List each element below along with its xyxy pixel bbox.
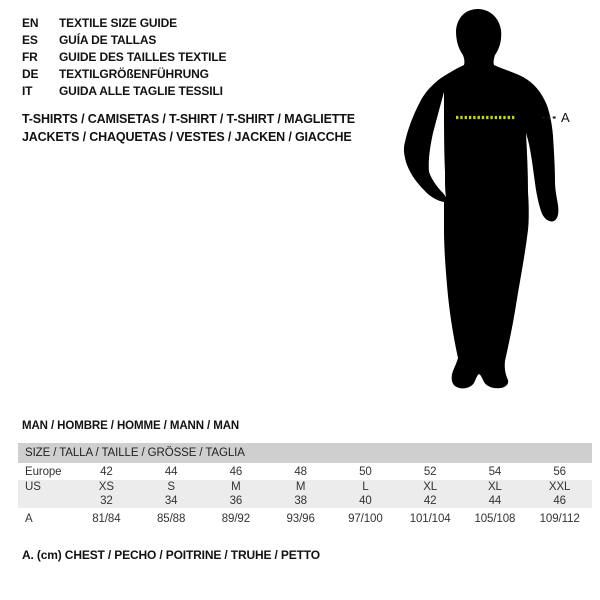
- size-cell: 42: [423, 495, 437, 507]
- language-label: TEXTILE SIZE GUIDE: [59, 16, 177, 30]
- language-row: [22, 66, 226, 83]
- language-code: IT: [22, 84, 33, 98]
- size-cell: XL: [423, 481, 438, 493]
- measurement-footnote: A. (cm) CHEST / PECHO / POITRINE / TRUHE / PETTO: [22, 548, 320, 562]
- language-row: [22, 15, 226, 32]
- size-table: [18, 443, 592, 530]
- category-jackets: JACKETS / CHAQUETAS / VESTES / JACKEN / GIACCHE: [22, 129, 352, 144]
- table-header: SIZE / TALLA / TAILLE / GRÖSSE / TAGLIA: [18, 443, 592, 463]
- size-cell: 34: [164, 495, 178, 507]
- row-label: A: [25, 513, 33, 525]
- table-row-europe: [18, 463, 592, 480]
- size-cell: 44: [488, 495, 502, 507]
- size-cell: M: [295, 481, 306, 493]
- language-label: GUIDE DES TAILLES TEXTILE: [59, 50, 227, 64]
- table-row-us: [18, 480, 592, 494]
- size-cell: 38: [294, 495, 307, 507]
- language-label: GUIDA ALLE TAGLIE TESSILI: [59, 84, 223, 98]
- language-row: [22, 32, 226, 49]
- size-cell: 52: [423, 465, 437, 478]
- row-label: US: [25, 481, 41, 493]
- size-cell: 93/96: [286, 513, 315, 525]
- size-cell: M: [231, 481, 241, 493]
- size-cell: 40: [359, 495, 372, 507]
- category-list: [22, 111, 355, 146]
- size-cell: XXL: [548, 481, 571, 493]
- category-tshirts: T-SHIRTS / CAMISETAS / T-SHIRT / T-SHIRT / MAGLIETTE: [22, 112, 355, 126]
- language-row: [22, 83, 226, 100]
- size-cell: 50: [359, 465, 372, 478]
- size-cell: 101/104: [409, 513, 451, 525]
- man-silhouette: [400, 0, 580, 405]
- language-row: [22, 49, 226, 66]
- size-cell: 54: [488, 465, 502, 478]
- size-cell: 44: [164, 465, 178, 478]
- size-cell: 97/100: [348, 513, 383, 525]
- size-cell: 56: [553, 465, 566, 478]
- silhouette-shape: [404, 9, 558, 388]
- size-cell: 46: [553, 495, 566, 507]
- size-cell: 81/84: [92, 513, 121, 525]
- size-cell: S: [167, 481, 175, 493]
- size-cell: 46: [229, 465, 243, 478]
- language-label: GUÍA DE TALLAS: [59, 33, 157, 47]
- language-label: TEXTILGRÖßENFÜHRUNG: [59, 67, 209, 81]
- size-cell: 48: [294, 465, 307, 478]
- row-label: Europe: [25, 465, 62, 478]
- language-list: [22, 15, 226, 100]
- table-row-numeric: [18, 494, 592, 508]
- language-code: EN: [22, 16, 39, 30]
- size-cell: 85/88: [156, 513, 186, 525]
- table-row-chest: [18, 508, 592, 530]
- size-cell: 36: [229, 495, 243, 507]
- size-cell: L: [362, 481, 369, 493]
- size-cell: 109/112: [539, 513, 580, 525]
- measure-a-label: A: [561, 110, 570, 125]
- size-cell: 42: [100, 465, 113, 478]
- size-cell: 32: [100, 495, 113, 507]
- size-cell: XL: [487, 481, 502, 493]
- language-code: DE: [22, 67, 39, 81]
- language-code: FR: [22, 50, 38, 64]
- section-title: MAN / HOMBRE / HOMME / MANN / MAN: [22, 420, 240, 432]
- language-code: ES: [22, 33, 38, 47]
- size-cell: 89/92: [221, 513, 251, 525]
- size-cell: XS: [98, 481, 114, 493]
- size-cell: 105/108: [474, 513, 516, 525]
